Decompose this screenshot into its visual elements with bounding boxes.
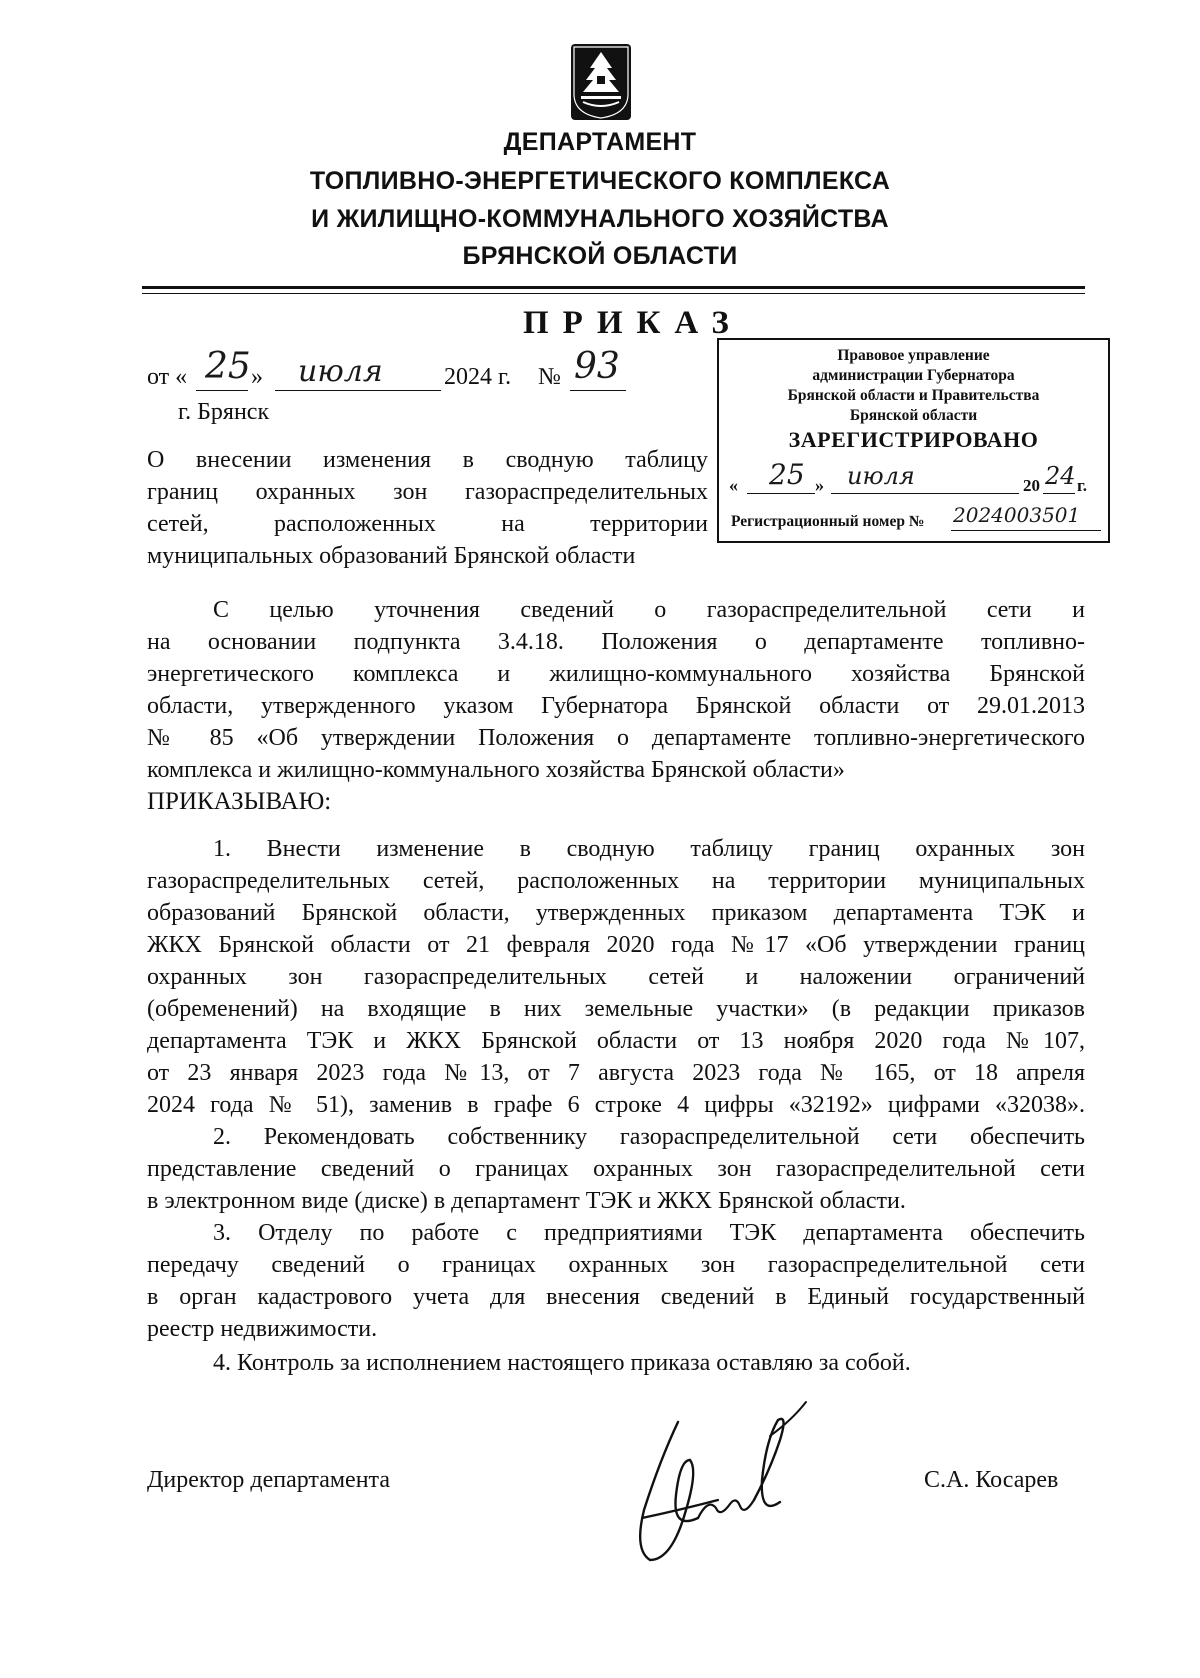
item-line: реестр недвижимости. [147,1316,378,1342]
stamp-month: июля [847,462,915,490]
date-month-underline [275,390,441,391]
signatory-position: Директор департамента [147,1467,390,1493]
registration-stamp [717,338,1110,543]
department-title-line-2: ТОПЛИВНО-ЭНЕРГЕТИЧЕСКОГО КОМПЛЕКСА [309,167,891,195]
date-month: июля [298,354,383,389]
stamp-registered: ЗАРЕГИСТРИРОВАНО [788,427,1039,452]
preamble-line: на основании подпункта 3.4.18. Положения о департаменте топливно- [147,629,1085,655]
stamp-line: Брянской области [849,407,978,424]
stamp-day: 25 [769,458,805,491]
item-line: охранных зон газораспределительных сетей и наложении ограничений [147,964,1085,990]
stamp-line: Правовое управление [837,347,990,364]
stamp-line: администрации Губернатора [812,367,1015,384]
number-label: № [538,364,561,390]
stamp-reg-label: Регистрационный номер № [731,513,925,530]
item-line: (обременений) на входящие в них земельные участки» (в редакции приказов [147,996,1085,1022]
item-line: департамента ТЭК и ЖКХ Брянской области от 13 ноября 2020 года №107, [147,1028,1085,1054]
stamp-month-underline [831,493,1019,494]
preamble-line: С целью уточнения сведений о газораспределительной сети и [213,597,1085,623]
preamble-line: комплекса и жилищно-коммунального хозяйства Брянской области» [147,757,845,783]
item-line: 2. Рекомендовать собственнику газораспределительной сети обеспечить [213,1124,1085,1150]
city: г. Брянск [178,399,270,425]
item-line: передачу сведений о границах охранных зон газораспределительной сети [147,1252,1085,1278]
stamp-reg-number: 2024003501 [953,503,1081,527]
subject-line: О внесении изменения в сводную таблицу [147,447,708,473]
date-prefix: от « [147,364,188,390]
date-mid: » [251,364,263,390]
department-title-line-1: ДЕПАРТАМЕНТ [503,128,697,156]
subject-line: сетей, расположенных на территории [147,511,708,537]
stamp-year-prefix: 20 [1023,476,1040,495]
order-item-4: 4. Контроль за исполнением настоящего приказа оставляю за собой. [213,1350,911,1376]
item-line: представление сведений о границах охранных зон газораспределительной сети [147,1156,1085,1182]
item-line: образований Брянской области, утвержденных приказом департамента ТЭК и [147,900,1085,926]
handwritten-signature [620,1400,840,1575]
stamp-year-suffix: 24 [1045,462,1076,490]
date-day: 25 [205,346,251,387]
subject-line: муниципальных образований Брянской области [147,543,636,569]
date-year: 2024 г. [444,364,512,390]
department-title-line-4: БРЯНСКОЙ ОБЛАСТИ [462,242,738,270]
document-type: ПРИКАЗ [523,305,743,341]
signatory-name: С.А. Косарев [924,1467,1059,1493]
preamble-line: энергетического комплекса и жилищно-коммунального хозяйства Брянской [147,661,1085,687]
header-divider-thick [142,286,1085,289]
stamp-quote-close: » [815,475,824,495]
item-line: в электронном виде (диске) в департамент ТЭК и ЖКХ Брянской области. [147,1188,906,1214]
stamp-year-underline [1043,493,1075,494]
item-line: 2024 года № 51), заменив в графе 6 строке 4 цифры «32192» цифрами «32038». [147,1092,1085,1118]
stamp-reg-underline [951,530,1101,531]
date-day-underline [196,390,248,391]
order-number: 93 [574,346,620,387]
item-line: газораспределительных сетей, расположенных на территории муниципальных [147,868,1085,894]
item-line: в орган кадастрового учета для внесения сведений в Единый государственный [147,1284,1085,1310]
preamble-line: области, утвержденного указом Губернатора Брянской области от 29.01.2013 [147,693,1085,719]
header-divider-thin [142,293,1085,294]
item-line: ЖКХ Брянской области от 21 февраля 2020 года №17 «Об утверждении границ [147,932,1085,958]
preamble-line: № 85 «Об утверждении Положения о департаменте топливно-энергетического [147,725,1085,751]
order-number-underline [570,390,626,391]
coat-of-arms-emblem [571,44,631,120]
department-title-line-3: И ЖИЛИЩНО-КОММУНАЛЬНОГО ХОЗЯЙСТВА [311,205,889,233]
stamp-line: Брянской области и Правительства [787,387,1040,404]
item-line: 3. Отделу по работе с предприятиями ТЭК департамента обеспечить [213,1220,1085,1246]
stamp-year-unit: г. [1077,476,1088,495]
item-line: от 23 января 2023 года №13, от 7 августа 2023 года № 165, от 18 апреля [147,1060,1085,1086]
item-line: 1. Внести изменение в сводную таблицу границ охранных зон [213,836,1085,862]
stamp-day-underline [747,493,815,494]
subject-line: границ охранных зон газораспределительных [147,479,708,505]
stamp-quote-open: « [729,475,738,495]
order-word: ПРИКАЗЫВАЮ: [147,788,332,815]
